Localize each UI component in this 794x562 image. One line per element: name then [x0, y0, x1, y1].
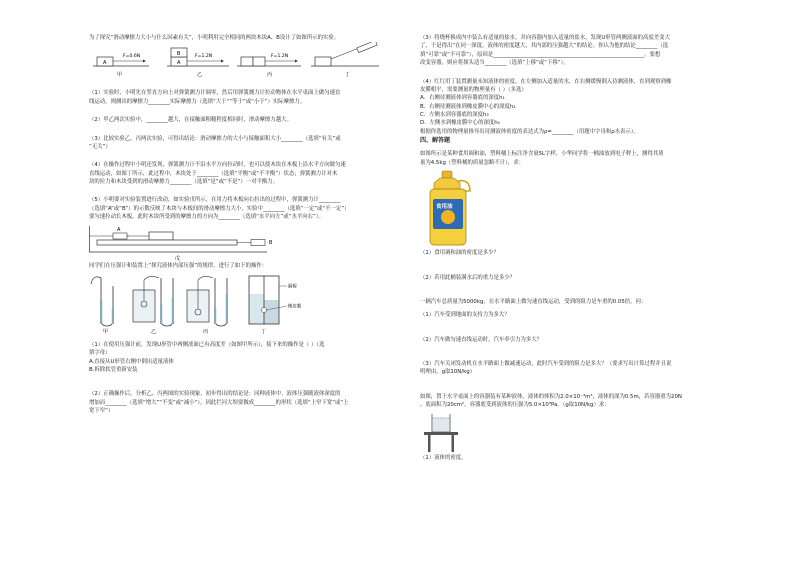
- liquid-bing-right: [226, 294, 228, 324]
- pressure-q4-line2: 皮膜相平，需要测量的物理量有（ ）（多选）: [420, 86, 527, 93]
- tabletop: [424, 432, 458, 435]
- liquid-ding-right: [265, 300, 279, 324]
- label-b: B: [269, 239, 273, 246]
- block-a-jia-label: A: [103, 60, 107, 67]
- bottle-cap: [442, 171, 452, 178]
- friction-figure-wu: [89, 222, 395, 262]
- pressure-q3-line1: （3）将烧杯换成内中装么有适量的盐水，并向容器内加入适量的盐水，发现U形管两侧液面的高度差变大: [420, 35, 670, 41]
- container-svg: [420, 410, 480, 454]
- friction-q4-line3: 块的拉力和木块受到的滑动摩擦力________（选填“是”或“不是”）一对平衡力。: [89, 179, 279, 185]
- u-tube-yi: [161, 278, 173, 326]
- car-part-3-line2: 明理由，g取10N/kg）: [420, 369, 476, 376]
- container-figure: [420, 410, 740, 454]
- block-a-yi-label: A: [177, 60, 181, 67]
- caption-p-yi: 乙: [151, 328, 157, 335]
- oil-bottle-svg: [420, 167, 500, 249]
- pressure-q4-option-d: D．左侧水到橡皮膜中心的深度h₄: [420, 120, 500, 127]
- container-question-line2: 、底面积为20cm²，容器底受到液体的压强为5.0×10³Pa。（g取10N/kg）求：: [420, 402, 610, 409]
- arrow-ding: [331, 48, 359, 59]
- label-membrane: 橡皮膜: [288, 304, 302, 310]
- sunflower-graphic: [441, 210, 455, 224]
- membrane-ding: [262, 307, 267, 312]
- pressure-q4-option-b: B．右侧待测液体到橡皮膜中心的深度h₂: [420, 103, 516, 110]
- pressure-q3-line2: 了，于是得出“在同一深度，液体的密度越大，其内部的压强越大”的结论。你认为他的结论________（选: [420, 43, 669, 50]
- pressure-q4-option-c: C．左侧水到容器底的深度h₃: [420, 112, 489, 118]
- pressure-q4-line1: （4）红红用丁装置测量未知液体的密度，在左侧加入适量的水，在右侧缓慢倒入待测液体，直到观察到橡: [420, 78, 672, 85]
- pressure-intro: 同学们在压强计和装置上“探究液体内部压强”的规律，进行了如下的操作：: [89, 262, 268, 269]
- caption-bing: 丙: [267, 72, 273, 79]
- friction-q5-line3: 要匀速拉动长木板，此时木块所受到的摩擦力的方向为________（选填“水平向左”或“水平向右”）。: [89, 214, 324, 221]
- liquid-jia-right: [112, 308, 114, 324]
- spring-scale-ding: [357, 42, 377, 53]
- label-partition: 隔板: [288, 284, 297, 290]
- liquid-bing-left: [214, 308, 216, 324]
- pressure-q2-line2: 增加而________（选填“增大”“不变”或“减小”），因此拦河大坝要做成________的形状（选填“上窄下宽”或“上: [89, 399, 349, 406]
- friction-q4-line1: （4）在操作过程中小明还发现，弹簧测力计不沿水平方向拉动时，也可以使木块在木板上沿水平方向做匀速: [89, 162, 346, 169]
- pressure-q3-line4: 改变容器，则应将探头适当________（选填“上移”或“下移”）。: [420, 60, 569, 67]
- liquid-jia-left: [100, 300, 102, 324]
- pressure-q2-line1: （2）正确操作后，分析乙、丙两图的实验现象，初步得出的结论是：同种液体中，液体压强随液体深度的: [89, 391, 341, 398]
- pressure-figure: [89, 270, 395, 336]
- pressure-q4-tail: 根据你选用的物理量推导出待测液体密度的表达式为ρ=________（用题中字母和ρ水表示）。: [420, 128, 639, 135]
- force-yi: F=1.2N: [195, 54, 213, 60]
- liquid-ding-left: [250, 294, 264, 324]
- container-question-line1: 如图，置于水平桌面上的容器装有某种液体，液体的体积为2.0×10⁻³m³，液体的深为0.5m，若容器重为20N: [420, 393, 682, 400]
- caption-p-ding: 丁: [261, 328, 267, 335]
- hose-jia: [91, 277, 101, 284]
- block-a-ding: [315, 57, 331, 66]
- long-board: [97, 240, 237, 245]
- force-bing: F=1.2N: [271, 54, 289, 60]
- bottle-label-text: 食用油: [436, 204, 453, 211]
- arrowhead-yi: [221, 60, 224, 63]
- car-part-2: （2）汽车做匀速直线运动时，汽车牵引力为多大？: [420, 336, 543, 343]
- caption-p-bing: 丙: [203, 328, 209, 335]
- car-question: 一辆汽车总质量为5000kg，在水平路面上做匀速直线运动，受到的阻力是车重的0.05倍，问：: [420, 298, 647, 305]
- section-title: 四、解答题: [420, 137, 451, 145]
- pressure-q4-option-a: A．右侧待测液体到容器底的深度h₁: [420, 95, 505, 102]
- pressure-q2-line3: 宽下窄”）: [89, 408, 114, 415]
- label-a: A: [117, 226, 121, 233]
- table-leg-left: [428, 435, 431, 452]
- block-b-yi-label: B: [177, 51, 181, 58]
- friction-intro: 为了探究“滑动摩擦力大小与什么因素有关”，小明利用完全相同的两块木块A、B设计了如图所示的实验。: [89, 35, 340, 41]
- arrowhead-jia: [143, 60, 146, 63]
- liquid-yi-right: [172, 298, 174, 324]
- friction-q4-line2: 直线运动，如图丁所示，此过程中，木块处于________（选填“平衡”或“不平衡”）状态；弹簧测力计对木: [89, 170, 338, 177]
- friction-q5-line1: （5）小明要对实验装置进行改动，如实验戊所示，在用力将木板向右拉出的过程中，弹簧测力计________: [89, 197, 341, 204]
- pressure-figure-svg: [89, 270, 395, 336]
- friction-experiment-figure: [89, 42, 395, 84]
- u-tube-bing: [215, 278, 227, 326]
- oil-part-2: （2）若用此桶装满水后的重力是多少？: [420, 274, 516, 281]
- friction-q2: （2）甲乙两次实验中，________越大，在接触面粗糙程度相同时，滑动摩擦力越大。: [89, 117, 292, 124]
- caption-wu: 戊: [175, 255, 181, 262]
- friction-q3-line2: “无关”）: [89, 143, 111, 150]
- oil-question-line2: 量为4.5kg（塑料桶的质量忽略不计），求：: [420, 159, 525, 166]
- friction-q3-line1: （3）比较实验乙、丙两次实验，可得出结论：滑动摩擦力的大小与接触面积大小________（选填“有关”或: [89, 135, 341, 142]
- oil-figure: [420, 167, 740, 249]
- friction-figure-svg: [89, 42, 395, 84]
- caption-yi: 乙: [197, 72, 203, 79]
- spring-scale-b: [251, 239, 265, 245]
- friction-q5-line2: （选填“A”或“B”）的示数反映了木块与木板间的滑动摩擦力大小，实验中________（选填“一定”或“不一定”）: [89, 205, 350, 212]
- friction-q1-line1: （1）实验时，小明先在竖直方向上对弹簧测力计调零，然后用弹簧测力计拉动物体在水平桌面上做匀速直: [89, 90, 341, 97]
- pressure-q3-line3: 填“可靠”或“不可靠”），原因是________________________________________________________。要想: [420, 51, 661, 58]
- force-jia: F=0.6N: [123, 54, 141, 60]
- wu-figure-svg: [89, 222, 395, 262]
- pressure-q1-option-b: B.拆除软管重新安装: [89, 367, 138, 373]
- container-part-1: （1）液体的密度。: [420, 454, 467, 461]
- caption-jia: 甲: [117, 72, 123, 79]
- oil-question-line1: 如图所示是某种食用调和油，塑料桶上标注净含量5L字样，小华同学将一桶油放到电子秤上，测得其质: [420, 151, 664, 158]
- arrowhead-bing: [295, 60, 298, 63]
- car-part-3-line1: （3）汽车关闭发动机在水平路面上做减速运动，此时汽车受到的阻力是多大？（要求写出计算过程并且说: [420, 361, 672, 368]
- caption-p-jia: 甲: [103, 328, 109, 335]
- left-column: [89, 34, 395, 416]
- spring-scale-a: [113, 233, 127, 239]
- block-b-bing: [253, 57, 265, 66]
- pressure-q1-line2: 填字母）: [89, 350, 111, 357]
- oil-part-1: （1）食用调和油的密度是多少？: [420, 250, 499, 257]
- container-liquid: [432, 418, 449, 432]
- car-part-1: （1）汽车受到地面的支持力为多大？: [420, 312, 510, 319]
- block-a-bing: [241, 57, 253, 66]
- caption-ding: 丁: [345, 72, 351, 79]
- pressure-q1-option-a: A.直接从U形管右侧中倒出适量液体: [89, 358, 174, 365]
- pressure-q1-line1: （1）在使用压强计前，发现U形管中两侧液面已有高度差（如图甲所示），接下来的操作是（ ）（选: [89, 341, 325, 348]
- bottle-shoulder: [434, 178, 460, 189]
- wu-block: [149, 232, 173, 240]
- liquid-yi-left: [160, 304, 162, 324]
- friction-q1-line2: 线运动，则测出的摩擦力________实际摩擦力（选填“大于”“等于”或“小于”）实际摩擦力。: [89, 98, 306, 105]
- u-tube-jia: [101, 278, 113, 326]
- right-column: [420, 34, 740, 462]
- table-leg-right: [452, 435, 455, 452]
